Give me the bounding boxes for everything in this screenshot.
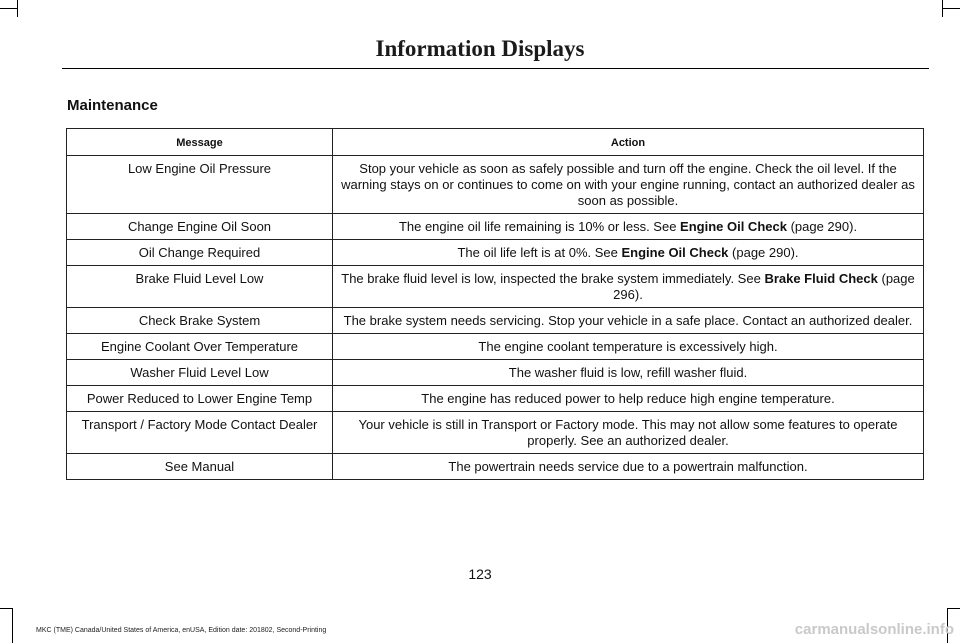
crop-mark-top-right	[942, 0, 943, 17]
action-text: The washer fluid is low, refill washer fluid.	[508, 365, 748, 380]
table-row	[67, 214, 924, 240]
action-text: The engine coolant temperature is excessively high.	[478, 339, 778, 354]
action-cell	[333, 308, 924, 334]
crop-mark-top-left	[17, 0, 18, 17]
table-row	[67, 334, 924, 360]
table-row	[67, 266, 924, 308]
action-cell	[333, 386, 924, 412]
edition-footer: MKC (TME) Canada/United States of America, enUSA, Edition date: 201802, Second-Printing	[36, 627, 327, 634]
action-text: The engine oil life remaining is 10% or less. See	[398, 219, 681, 234]
action-text: Stop your vehicle as soon as safely possible and turn off the engine. Check the oil level. If the warning stays on or continues to come on with your engine running, contact an authorized dealer as soon as possible.	[341, 161, 915, 208]
page-title: Information Displays	[375, 36, 585, 61]
table-header-row	[67, 129, 924, 156]
page-reference: (page 296).	[613, 271, 915, 302]
action-text: The engine has reduced power to help reduce high engine temperature.	[421, 391, 835, 406]
message-cell: Low Engine Oil Pressure	[67, 156, 333, 214]
action-text: The brake fluid level is low, inspected the brake system immediately. See	[341, 271, 765, 286]
table-row	[67, 240, 924, 266]
crop-mark-top-left	[0, 8, 17, 9]
message-cell: See Manual	[67, 454, 333, 480]
table-row	[67, 412, 924, 454]
message-cell: Washer Fluid Level Low	[67, 360, 333, 386]
message-cell: Oil Change Required	[67, 240, 333, 266]
message-cell: Change Engine Oil Soon	[67, 214, 333, 240]
header-divider	[62, 68, 929, 69]
column-header-message: Message	[67, 129, 333, 156]
action-cell	[333, 454, 924, 480]
action-cell	[333, 360, 924, 386]
crop-mark-top-right	[943, 8, 960, 9]
action-text: The brake system needs servicing. Stop your vehicle in a safe place. Contact an authorized dealer.	[343, 313, 913, 328]
table-row	[67, 308, 924, 334]
action-cell	[333, 214, 924, 240]
table-row	[67, 360, 924, 386]
crop-mark-bottom-left	[0, 608, 12, 609]
action-cell	[333, 334, 924, 360]
cross-reference-link[interactable]: Brake Fluid Check	[764, 271, 878, 286]
action-cell	[333, 266, 924, 308]
crop-mark-bottom-right	[948, 608, 960, 609]
action-cell	[333, 156, 924, 214]
table-row	[67, 454, 924, 480]
action-text: The oil life left is at 0%. See	[457, 245, 622, 260]
watermark: carmanualsonline.info	[794, 621, 954, 638]
section-title: Maintenance	[67, 97, 158, 114]
cross-reference-link[interactable]: Engine Oil Check	[680, 219, 787, 234]
table-row	[67, 156, 924, 214]
page-number: 123	[468, 566, 492, 582]
cross-reference-link[interactable]: Engine Oil Check	[621, 245, 729, 260]
crop-mark-bottom-left	[12, 608, 13, 643]
message-cell: Transport / Factory Mode Contact Dealer	[67, 412, 333, 454]
page-reference: (page 290).	[728, 245, 799, 260]
action-cell	[333, 412, 924, 454]
message-cell: Power Reduced to Lower Engine Temp	[67, 386, 333, 412]
message-cell: Engine Coolant Over Temperature	[67, 334, 333, 360]
action-text: Your vehicle is still in Transport or Factory mode. This may not allow some features to operate properly. See an authorized dealer.	[358, 417, 898, 448]
action-text: The powertrain needs service due to a powertrain malfunction.	[448, 459, 808, 474]
table-row	[67, 386, 924, 412]
action-cell	[333, 240, 924, 266]
message-cell: Brake Fluid Level Low	[67, 266, 333, 308]
page-reference: (page 290).	[786, 219, 858, 234]
column-header-action: Action	[333, 129, 924, 156]
maintenance-table	[66, 128, 924, 480]
message-cell: Check Brake System	[67, 308, 333, 334]
